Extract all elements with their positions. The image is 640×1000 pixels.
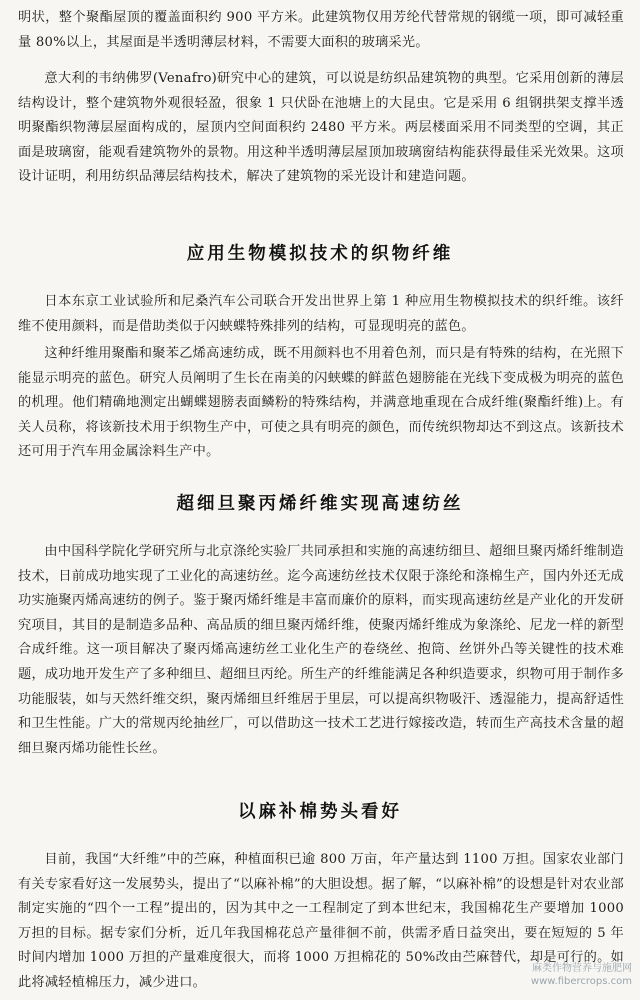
paragraph-tokyo-nissan: 日本东京工业试验所和尼桑汽车公司联合开发出世界上第 1 种应用生物模拟技术的织纤维。该纤维不使用颜料，而是借助类似于闪蛱蝶特殊排列的结构，可显现明亮的蓝色。 — [18, 294, 624, 334]
paragraph-polyester-roof: 明状，整个聚酯屋顶的覆盖面积约 900 平方米。此建筑物仅用芳纶代替常规的钢缆一项，即可减轻重量 80%以上，其屋面是半透明薄层材料，不需要大面积的玻璃采光。 — [18, 10, 624, 50]
paragraph-ramie-cotton: 目前，我国“大纤维”中的苎麻，种植面积已逾 800 万亩，年产量达到 1100 万担。国家农业部门有关专家看好这一发展势头，提出了“以麻补棉”的大胆设想。据了解，“以麻补棉”的设想是针对农业部制定实施的“四个一工程”提出的，因为其中之一工程制定了到本世纪末，我国棉花生产要增加 1000 万担的目标。据专家们分析，近几年我国棉花总产量徘徊不前，供需矛盾日益突出，要在短短的 5 年时间内增加 1000 万担的产量难度很大，而将 1000 万担棉花的 50%改由苎麻替代，却是可行的。如此将减轻植棉压力，减少进口。 — [18, 852, 624, 990]
section-heading-biomimetic-fiber: 应用生物模拟技术的织物纤维 — [186, 244, 454, 264]
watermark-url: www.fibercrops.com — [530, 976, 632, 987]
watermark-title: 麻类作物营养与施肥网 — [532, 963, 632, 974]
watermark — [531, 962, 632, 988]
section-heading-polypropylene: 超细旦聚丙烯纤维实现高速纺丝 — [176, 494, 464, 514]
section-heading-ramie-cotton: 以麻补棉势头看好 — [238, 802, 402, 822]
paragraph-polypropylene-spinning: 由中国科学院化学研究所与北京涤纶实验厂共同承担和实施的高速纺细旦、超细旦聚丙烯纤维制造技术，日前成功地实现了工业化的高速纺丝。迄今高速纺丝技术仅限于涤纶和涤棉生产，国内外还无成功实施聚丙烯高速纺的例子。鉴于聚丙烯纤维是丰富而廉价的原料，而实现高速纺丝是产业化的开发研究项目，其目的是制造多品种、高品质的细旦聚丙烯纤维，使聚丙烯纤维成为象涤纶、尼龙一样的新型合成纤维。这一项目解决了聚丙烯高速纺丝工业化生产的卷绕丝、抱筒、丝饼外凸等关键性的技术难题，成功地开发生产了多种细旦、超细旦丙纶。所生产的纤维能满足各种织造要求，织物可用于制作多功能服装，如与天然纤维交织，聚丙烯细旦纤维居于里层，可以提高织物吸汗、透湿能力，提高舒适性和卫生性能。广大的常规丙纶抽丝厂，可以借助这一技术工艺进行嫁接改造，转而生产高技术含量的超细旦聚丙烯功能性长丝。 — [18, 544, 624, 756]
paragraph-venafro-center: 意大利的韦纳佛罗(Venafro)研究中心的建筑，可以说是纺织品建筑物的典型。它采用创新的薄层结构设计，整个建筑物外观很轻盈，很象 1 只伏卧在池塘上的大昆虫。它是采用 6 组钢拱架支撑半透明聚酯织物薄层屋面构成的，屋顶内空间面积约 2480 平方米。两层楼面采用不同类型的空调，其正面是玻璃窗，能观看建筑物外的景物。用这种半透明薄层屋顶加玻璃窗结构能获得最佳采光效果。这项设计证明，利用纺织品薄层结构技术，解决了建筑物的采光设计和建造问题。 — [18, 71, 624, 185]
paragraph-fiber-structure: 这种纤维用聚酯和聚苯乙烯高速纺成，既不用颜料也不用着色剂，而只是有特殊的结构，在光照下能显示明亮的蓝色。研究人员阐明了生长在南美的闪蛱蝶的鲜蓝色翅膀能在光线下变成极为明亮的蓝色的机理。他们精确地测定出蝴蝶翅膀表面鳞粉的特殊结构，并满意地重现在合成纤维(聚酯纤维)上。有关人员称，将该新技术用于织物生产中，可使之具有明亮的颜色，而传统织物却达不到这点。该新技术还可用于汽车用金属涂料生产中。 — [18, 346, 624, 460]
